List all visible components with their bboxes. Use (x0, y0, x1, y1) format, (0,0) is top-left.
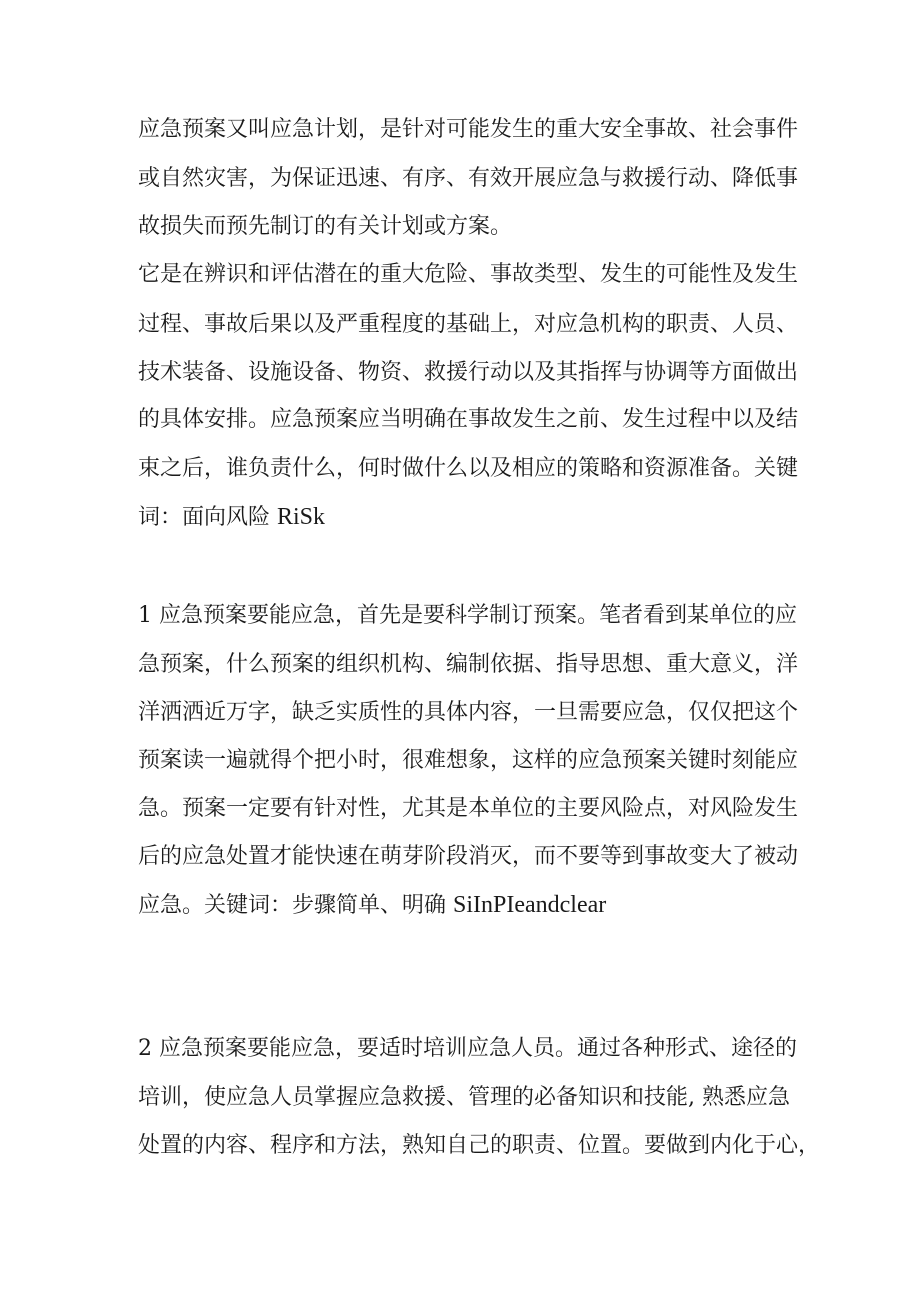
paragraph-3-line-7 (138, 890, 606, 921)
paragraph-2-line-2: 过程、事故后果以及严重程度的基础上，对应急机构的职责、人员、 (138, 312, 799, 337)
paragraph-1-line-3: 故损失而预先制订的有关计划或方案。 (138, 214, 513, 239)
paragraph-1-line-1: 应急预案又叫应急计划，是针对可能发生的重大安全事故、社会事件 (138, 117, 799, 142)
paragraph-3-line-3: 洋洒洒近万字，缺乏实质性的具体内容，一旦需要应急，仅仅把这个 (138, 700, 799, 725)
paragraph-3-line-1: 1 应急预案要能应急，首先是要科学制订预案。笔者看到某单位的应 (138, 603, 797, 628)
paragraph-3-line-2: 急预案，什么预案的组织机构、编制依据、指导思想、重大意义，洋 (138, 652, 799, 677)
paragraph-4-line-2: 培训，使应急人员掌握应急救援、管理的必备知识和技能, 熟悉应急 (138, 1085, 790, 1110)
paragraph-2-line-3: 技术装备、设施设备、物资、救援行动以及其指挥与协调等方面做出 (138, 360, 799, 385)
paragraph-3-line-5: 急。预案一定要有针对性，尤其是本单位的主要风险点，对风险发生 (138, 796, 799, 821)
paragraph-2-line-5: 束之后，谁负责什么，何时做什么以及相应的策略和资源准备。关键 (138, 456, 799, 481)
keyword-latin: RiSk (277, 504, 326, 530)
keyword-label: 应急。关键词：步骤简单、明确 (138, 893, 453, 918)
paragraph-2-line-1: 它是在辨识和评估潜在的重大危险、事故类型、发生的可能性及发生 (138, 262, 799, 287)
paragraph-3-line-4: 预案读一遍就得个把小时，很难想象，这样的应急预案关键时刻能应 (138, 748, 799, 773)
keyword-label: 词：面向风险 (138, 505, 277, 530)
keyword-latin: SiInPIeandclear (453, 892, 607, 918)
paragraph-4-line-3: 处置的内容、程序和方法，熟知自己的职责、位置。要做到内化于心， (138, 1133, 821, 1158)
paragraph-4-line-1: 2 应急预案要能应急，要适时培训应急人员。通过各种形式、途径的 (138, 1036, 797, 1061)
paragraph-1-line-2: 或自然灾害，为保证迅速、有序、有效开展应急与救援行动、降低事 (138, 166, 799, 191)
paragraph-2-line-6 (138, 502, 325, 533)
paragraph-2-line-4: 的具体安排。应急预案应当明确在事故发生之前、发生过程中以及结 (138, 407, 799, 432)
paragraph-3-line-6: 后的应急处置才能快速在萌芽阶段消灭，而不要等到事故变大了被动 (138, 844, 799, 869)
